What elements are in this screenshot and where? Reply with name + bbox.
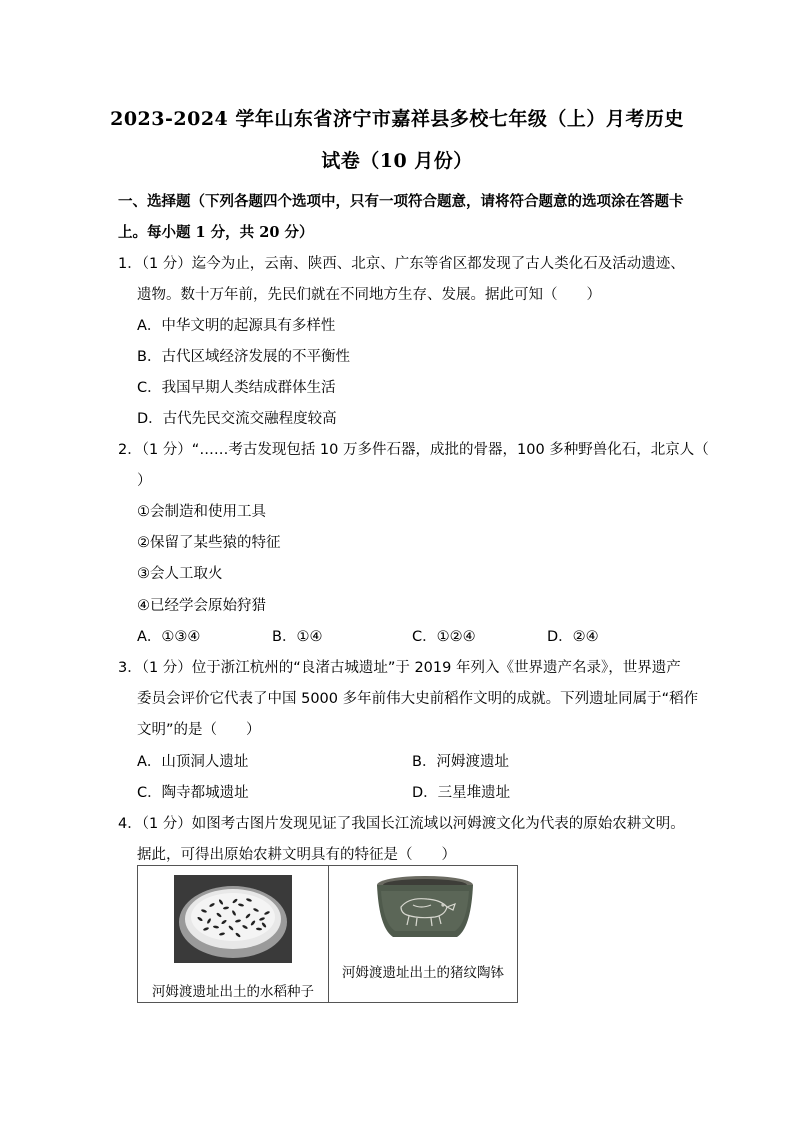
q1-stem-line1: 1．（1 分）迄今为止，云南、陕西、北京、广东等省区都发现了古人类化石及活动遗迹、 bbox=[118, 256, 685, 272]
q3-option-b: B．河姆渡遗址 bbox=[412, 754, 509, 770]
pig-pattern-bowl-photo bbox=[373, 873, 477, 943]
figure-cell-rice-seeds bbox=[138, 866, 329, 1002]
q2-statement-1: ①会制造和使用工具 bbox=[137, 504, 266, 520]
q1-option-c: C．我国早期人类结成群体生活 bbox=[137, 380, 336, 396]
exam-title-line1: 2023-2024 学年山东省济宁市嘉祥县多校七年级（上）月考历史 bbox=[110, 108, 684, 130]
q2-option-d: D．②④ bbox=[547, 629, 599, 645]
q3-option-c: C．陶寺都城遗址 bbox=[137, 785, 249, 801]
section-instructions-line2: 上。每小题 1 分，共 20 分） bbox=[118, 224, 314, 241]
caption-pig-bowl: 河姆渡遗址出土的猪纹陶钵 bbox=[342, 965, 504, 981]
rice-seeds-photo bbox=[174, 875, 292, 963]
q4-stem-line2: 据此，可得出原始农耕文明具有的特征是（ ） bbox=[137, 847, 456, 863]
q1-option-b: B．古代区域经济发展的不平衡性 bbox=[137, 349, 350, 365]
q3-stem-line3: 文明”的是（ ） bbox=[137, 722, 261, 738]
q3-stem-line1: 3．（1 分）位于浙江杭州的“良渚古城遗址”于 2019 年列入《世界遗产名录》，世界遗产 bbox=[118, 660, 681, 676]
q2-statement-2: ②保留了某些猿的特征 bbox=[137, 535, 281, 551]
q3-option-d: D．三星堆遗址 bbox=[412, 785, 511, 801]
q4-stem-line1: 4．（1 分）如图考古图片发现见证了我国长江流域以河姆渡文化为代表的原始农耕文明。 bbox=[118, 816, 685, 832]
q2-stem-line2: ） bbox=[137, 473, 152, 489]
q1-stem-line2: 遗物。数十万年前，先民们就在不同地方生存、发展。据此可知（ ） bbox=[137, 287, 601, 303]
q2-statement-4: ④已经学会原始狩猎 bbox=[137, 598, 266, 614]
q1-option-d: D．古代先民交流交融程度较高 bbox=[137, 411, 337, 427]
section-instructions-line1: 一、选择题（下列各题四个选项中，只有一项符合题意，请将符合题意的选项涂在答题卡 bbox=[118, 193, 684, 210]
q2-statement-3: ③会人工取火 bbox=[137, 566, 223, 582]
q2-stem-line1: 2．（1 分）“……考古发现包括 10 万多件石器，成批的骨器，100 多种野兽化石，北京人（ bbox=[118, 442, 709, 458]
q4-figure-table bbox=[137, 865, 518, 1003]
q3-stem-line2: 委员会评价它代表了中国 5000 多年前伟大史前稻作文明的成就。下列遗址同属于“稻作 bbox=[137, 691, 699, 707]
caption-rice-seeds: 河姆渡遗址出土的水稻种子 bbox=[152, 984, 314, 1000]
exam-title-line2: 试卷（10 月份） bbox=[321, 150, 473, 172]
q2-option-c: C．①②④ bbox=[412, 629, 476, 645]
q3-option-a: A．山顶洞人遗址 bbox=[137, 754, 249, 770]
figure-cell-pig-bowl bbox=[329, 866, 517, 1002]
q2-option-b: B．①④ bbox=[272, 629, 323, 645]
q1-option-a: A．中华文明的起源具有多样性 bbox=[137, 318, 336, 334]
q2-option-a: A．①③④ bbox=[137, 629, 201, 645]
